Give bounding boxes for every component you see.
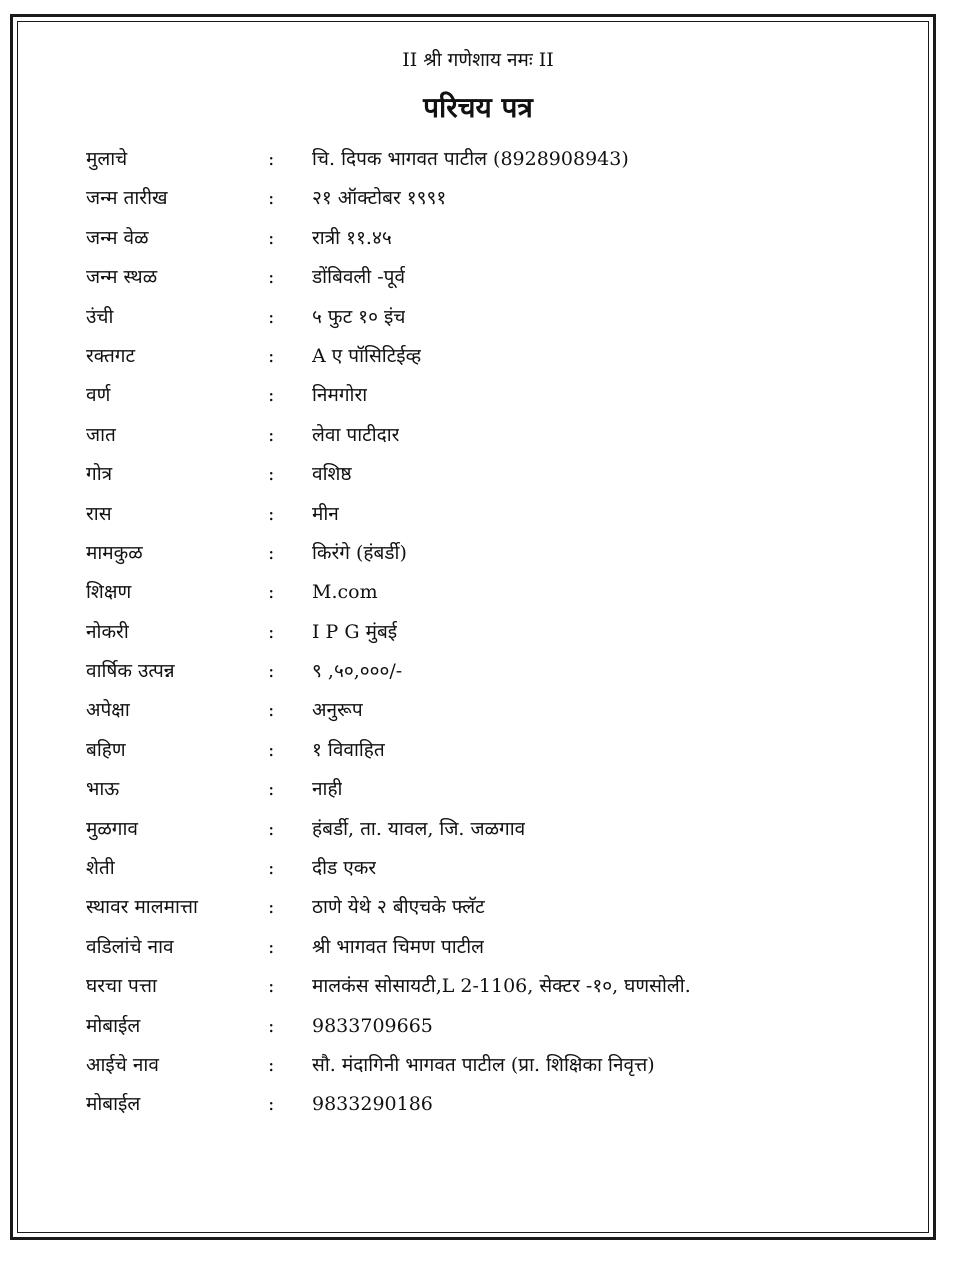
field-value: लेवा पाटीदार [312,423,400,446]
field-value: किरंगे (हंबर्डी) [312,541,407,564]
field-label: मुळगाव [86,817,138,840]
colon-separator: : [268,187,275,210]
biodata-row [0,614,956,653]
field-value: सौ. मंदागिनी भागवत पाटील (प्रा. शिक्षिका निवृत्त) [312,1053,655,1076]
biodata-row [0,889,956,928]
colon-separator: : [268,226,275,249]
colon-separator: : [268,935,275,958]
biodata-row [0,141,956,180]
biodata-row [0,1086,956,1125]
field-label: जन्म वेळ [86,226,149,249]
field-label: शिक्षण [86,581,132,604]
field-value: डोंबिवली -पूर्व [312,266,406,289]
biodata-row [0,732,956,771]
field-value: I P G मुंबई [312,620,398,643]
colon-separator: : [268,975,275,998]
colon-separator: : [268,148,275,170]
field-value: अनुरूप [312,699,363,722]
colon-separator: : [268,1014,275,1037]
field-label: शेती [86,857,115,880]
field-label: जन्म स्थळ [86,266,158,289]
colon-separator: : [268,778,275,801]
field-value: हंबर्डी, ता. यावल, जि. जळगाव [312,817,526,840]
colon-separator: : [268,305,275,328]
biodata-row [0,929,956,968]
colon-separator: : [268,502,275,525]
field-label: मुलाचे [86,148,128,170]
field-value: दीड एकर [312,857,377,880]
colon-separator: : [268,541,275,564]
colon-separator: : [268,817,275,840]
field-value: श्री भागवत चिमण पाटील [312,935,485,958]
field-value: वशिष्ठ [312,463,352,486]
field-label: स्थावर मालमात्ता [86,896,198,919]
colon-separator: : [268,738,275,761]
field-value: निमगोरा [312,384,368,407]
biodata-row [0,574,956,613]
colon-separator: : [268,1053,275,1076]
field-label: मोबाईल [86,1093,141,1116]
field-label: रक्तगट [86,344,136,367]
colon-separator: : [268,423,275,446]
field-label: वार्षिक उत्पन्न [86,660,175,683]
field-label: वडिलांचे नाव [86,935,174,958]
colon-separator: : [268,896,275,919]
biodata-row [0,259,956,298]
field-value: ठाणे येथे २ बीएचके फ्लॅट [312,896,485,919]
invocation-line: II श्री गणेशाय नमः II [402,49,554,71]
field-value: M.com [312,581,378,604]
field-value: ९ ,५०,०००/- [312,660,403,683]
biodata-row [0,653,956,692]
biodata-row [0,811,956,850]
field-value: A ए पॉसिटिईव्ह [312,344,422,367]
field-value: २१ ऑक्टोबर १९९१ [312,187,447,210]
biodata-row [0,180,956,219]
field-label: मामकुळ [86,541,143,564]
colon-separator: : [268,1093,275,1116]
field-value: मीन [312,502,339,525]
field-value: ५ फुट १० इंच [312,305,406,328]
biodata-row [0,692,956,731]
colon-separator: : [268,266,275,289]
colon-separator: : [268,344,275,367]
field-label: आईचे नाव [86,1053,159,1076]
field-label: जात [86,423,116,446]
field-label: गोत्र [86,463,113,486]
biodata-row [0,377,956,416]
field-label: अपेक्षा [86,699,130,722]
biodata-row [0,338,956,377]
field-value: चि. दिपक भागवत पाटील (8928908943) [312,148,629,170]
biodata-row [0,535,956,574]
field-label: मोबाईल [86,1014,141,1037]
colon-separator: : [268,384,275,407]
colon-separator: : [268,660,275,683]
biodata-row [0,456,956,495]
biodata-row [0,771,956,810]
biodata-row [0,1008,956,1047]
field-label: नोकरी [86,620,129,643]
field-label: भाऊ [86,778,120,801]
colon-separator: : [268,620,275,643]
biodata-row [0,850,956,889]
biodata-row [0,496,956,535]
field-value: 9833290186 [312,1093,433,1116]
field-value: 9833709665 [312,1014,433,1037]
field-value: १ विवाहित [312,738,385,761]
biodata-row [0,220,956,259]
field-label: जन्म तारीख [86,187,168,210]
biodata-list [0,141,956,1126]
field-label: रास [86,502,112,525]
field-label: उंची [86,305,114,328]
biodata-row [0,417,956,456]
colon-separator: : [268,857,275,880]
biodata-row [0,299,956,338]
page-title: परिचय पत्र [423,91,533,124]
field-value: मालकंस सोसायटी,L 2-1106, सेक्टर -१०, घणसोली. [312,975,691,998]
colon-separator: : [268,699,275,722]
biodata-row [0,1047,956,1086]
field-label: वर्ण [86,384,111,407]
colon-separator: : [268,581,275,604]
field-label: घरचा पत्ता [86,975,157,998]
field-value: रात्री ११.४५ [312,226,392,249]
biodata-row [0,968,956,1007]
field-label: बहिण [86,738,126,761]
field-value: नाही [312,778,343,801]
colon-separator: : [268,463,275,486]
